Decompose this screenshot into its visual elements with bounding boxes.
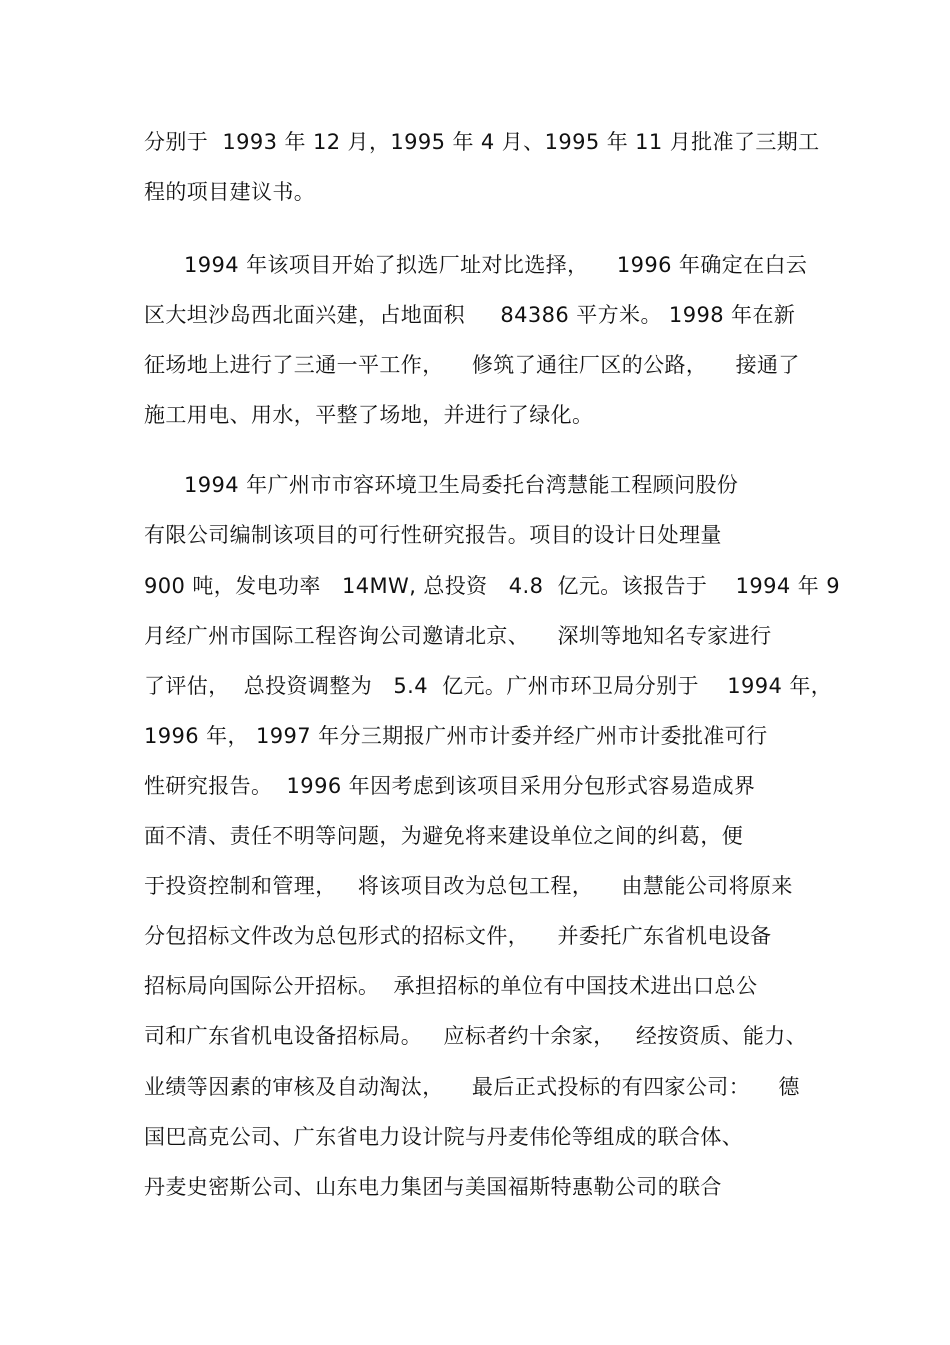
paragraph-1-line-2: 程的项目建议书。 (144, 180, 316, 204)
paragraph-3-line-4: 月经广州市国际工程咨询公司邀请北京、 深圳等地知名专家进行 (144, 624, 772, 648)
paragraph-3-line-6: 1996 年， 1997 年分三期报广州市计委并经广州市计委批准可行 (144, 724, 768, 748)
paragraph-3-line-10: 分包招标文件改为总包形式的招标文件， 并委托广东省机电设备 (144, 924, 772, 948)
paragraph-3-line-11: 招标局向国际公开招标。 承担招标的单位有中国技术进出口总公 (144, 974, 758, 998)
paragraph-2-line-4: 施工用电、用水，平整了场地，并进行了绿化。 (144, 403, 594, 427)
paragraph-3-line-2: 有限公司编制该项目的可行性研究报告。项目的设计日处理量 (144, 523, 722, 547)
paragraph-3-line-3: 900 吨，发电功率 14MW, 总投资 4.8 亿元。该报告于 1994 年 9 (144, 574, 840, 598)
paragraph-2-line-3: 征场地上进行了三通一平工作， 修筑了通往厂区的公路， 接通了 (144, 353, 800, 377)
paragraph-3-line-5: 了评估， 总投资调整为 5.4 亿元。广州市环卫局分别于 1994 年， (144, 674, 833, 698)
paragraph-3-line-15: 丹麦史密斯公司、山东电力集团与美国福斯特惠勒公司的联合 (144, 1175, 722, 1199)
paragraph-3-line-14: 国巴高克公司、广东省电力设计院与丹麦伟伦等组成的联合体、 (144, 1125, 744, 1149)
paragraph-2-line-2: 区大坦沙岛西北面兴建，占地面积 84386 平方米。 1998 年在新 (144, 303, 796, 327)
paragraph-2-line-1: 1994 年该项目开始了拟选厂址对比选择， 1996 年确定在白云 (184, 253, 808, 277)
paragraph-3-line-9: 于投资控制和管理， 将该项目改为总包工程， 由慧能公司将原来 (144, 874, 793, 898)
paragraph-3-line-7: 性研究报告。 1996 年因考虑到该项目采用分包形式容易造成界 (144, 774, 756, 798)
paragraph-3-line-1: 1994 年广州市市容环境卫生局委托台湾慧能工程顾问股份 (184, 473, 739, 497)
paragraph-3-line-12: 司和广东省机电设备招标局。 应标者约十余家， 经按资质、能力、 (144, 1024, 808, 1048)
paragraph-3-line-13: 业绩等因素的审核及自动淘汰， 最后正式投标的有四家公司： 德 (144, 1075, 800, 1099)
paragraph-3-line-8: 面不清、责任不明等问题，为避免将来建设单位之间的纠葛，便 (144, 824, 744, 848)
paragraph-1-line-1: 分别于 1993 年 12 月，1995 年 4 月、1995 年 11 月批准了三期工 (144, 130, 820, 154)
